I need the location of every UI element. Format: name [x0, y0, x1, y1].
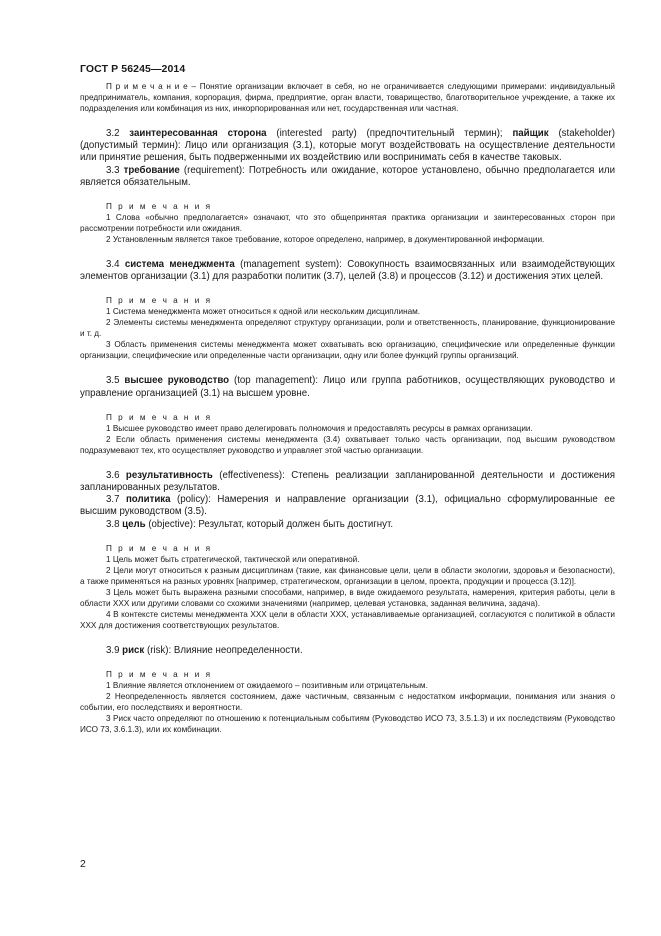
term-3-6: 3.6 результативность (effectiveness): Степень реализации запланированной деятельности и достижения запланированных результатов. [80, 469, 615, 494]
note-3-5-1: 1 Высшее руководство имеет право делегировать полномочия и предоставлять ресурсы в рамках организации. [106, 423, 533, 433]
intro-note-label: П р и м е ч а н и е [106, 82, 188, 91]
term-3-2: 3.2 заинтересованная сторона (interested party) (предпочтительный термин); пайщик (stakeholder) (допустимый термин): Лицо или организация (3.1), которые могут воздействовать на осуществление деятельности или принятие решения, быть подверженными их воздействию или воспринимать себя в качестве таковых. [80, 128, 615, 164]
notes-heading-3-9: П р и м е ч а н и я [106, 670, 213, 680]
term-3-9: 3.9 риск (risk): Влияние неопределенности. [106, 644, 303, 656]
note-3-5-2: 2 Если область применения системы менеджмента (3.4) охватывает только часть организации, под высшим руководством подразумевают тех, кто осуществляет руководство и управляет этой частью организации. [80, 434, 615, 455]
note-3-4-2: 2 Элементы системы менеджмента определяют структуру организации, роли и ответственность, планирование, функционирование и т. д. [80, 318, 615, 339]
note-3-3-2: 2 Установленным является такое требование, которое определено, например, в документированной информации. [106, 235, 545, 245]
note-3-9-2: 2 Неопределенность является состоянием, даже частичным, связанным с недостатком информации, понимания или знания о событии, его последствиях и вероятности. [80, 692, 615, 713]
term-3-8-name: цель [122, 518, 146, 530]
page-content [80, 81, 615, 735]
term-3-5: 3.5 высшее руководство (top management): Лицо или группа работников, осуществляющих руководство и управление организацией (3.1) на высшем уровне. [80, 375, 615, 399]
note-3-8-4: 4 В контексте системы менеджмента XXX цели в области XXX, устанавливаемые организацией, согласуются с политикой в области XXX для достижения соответствующих результатов. [80, 609, 615, 630]
note-3-4-1: 1 Система менеджмента может относиться к одной или нескольким дисциплинам. [106, 307, 421, 317]
note-3-9-1: 1 Влияние является отклонением от ожидаемого – позитивным или отрицательным. [106, 681, 428, 691]
term-3-6-name: результативность [125, 469, 213, 481]
note-3-9-3: 3 Риск часто определяют по отношению к потенциальным событиям (Руководство ИСО 73, 3.5.1.3) и их последствиям (Руководство ИСО 73, 3.6.1.3), или их комбинации. [80, 714, 615, 735]
page-number: 2 [80, 858, 86, 870]
term-3-2-name: заинтересованная сторона [129, 128, 267, 139]
note-3-8-2: 2 Цели могут относиться к разным дисциплинам (такие, как финансовые цели, цели в области экологии, здоровья и безопасности), а также применяться на разных уровнях [например, стратегическом, организации в целом, проекта, продукции и процесса (3.12)]. [80, 565, 615, 586]
notes-heading-3-5: П р и м е ч а н и я [106, 412, 213, 422]
term-3-8: 3.8 цель (objective): Результат, который должен быть достигнут. [106, 518, 394, 530]
term-3-3-name: требование [123, 164, 180, 176]
term-3-9-name: риск [122, 644, 145, 656]
notes-heading-3-8: П р и м е ч а н и я [106, 543, 213, 553]
note-3-3-1: 1 Слова «обычно предполагается» означают, что это общепринятая практика организации и заинтересованных сторон при рассмотрении потребности или ожидания. [80, 213, 615, 234]
term-3-2-name-alt: пайщик [512, 128, 549, 139]
term-3-7-name: политика [125, 494, 171, 506]
intro-note [80, 81, 615, 114]
document-code: ГОСТ Р 56245—2014 [80, 63, 186, 75]
note-3-8-3: 3 Цель может быть выражена разными способами, например, в виде ожидаемого результата, намерения, критерия работы, цели в области XXX или другими словами со схожими значениями (например, целевая установка, заданная величина, задача). [80, 587, 615, 608]
notes-heading-3-3: П р и м е ч а н и я [106, 202, 213, 212]
term-3-7: 3.7 политика (policy): Намерения и направление организации (3.1), официально сформулированные ее высшим руководством (3.5). [80, 494, 615, 518]
term-3-5-name: высшее руководство [124, 375, 230, 387]
note-3-8-1: 1 Цель может быть стратегической, тактической или оперативной. [106, 554, 360, 564]
term-3-4: 3.4 система менеджмента (management system): Совокупность взаимосвязанных или взаимодействующих элементов организации (3.1) для разработки политик (3.7), целей (3.8) и процессов (3.12) и достижения этих целей. [80, 259, 615, 283]
note-3-4-3: 3 Область применения системы менеджмента может охватывать всю организацию, специфические или определенные функции организации, специфические или определенные части организации, одну или более функций группы организаций. [80, 340, 615, 361]
notes-heading-3-4: П р и м е ч а н и я [106, 296, 213, 306]
term-3-3: 3.3 требование (requirement): Потребность или ожидание, которое установлено, обычно предполагается или является обязательным. [80, 164, 615, 188]
term-3-4-name: система менеджмента [124, 259, 235, 271]
intro-note-text: – Понятие организации включает в себя, но не ограничивается следующими примерами: индивидуальный предприниматель, компания, корпорация, фирма, предприятие, орган власти, товарищество, благотворительное учреждение, а также их подразделения или комбинация из них, инкорпорированная или нет, государственная или частная. [80, 82, 615, 113]
